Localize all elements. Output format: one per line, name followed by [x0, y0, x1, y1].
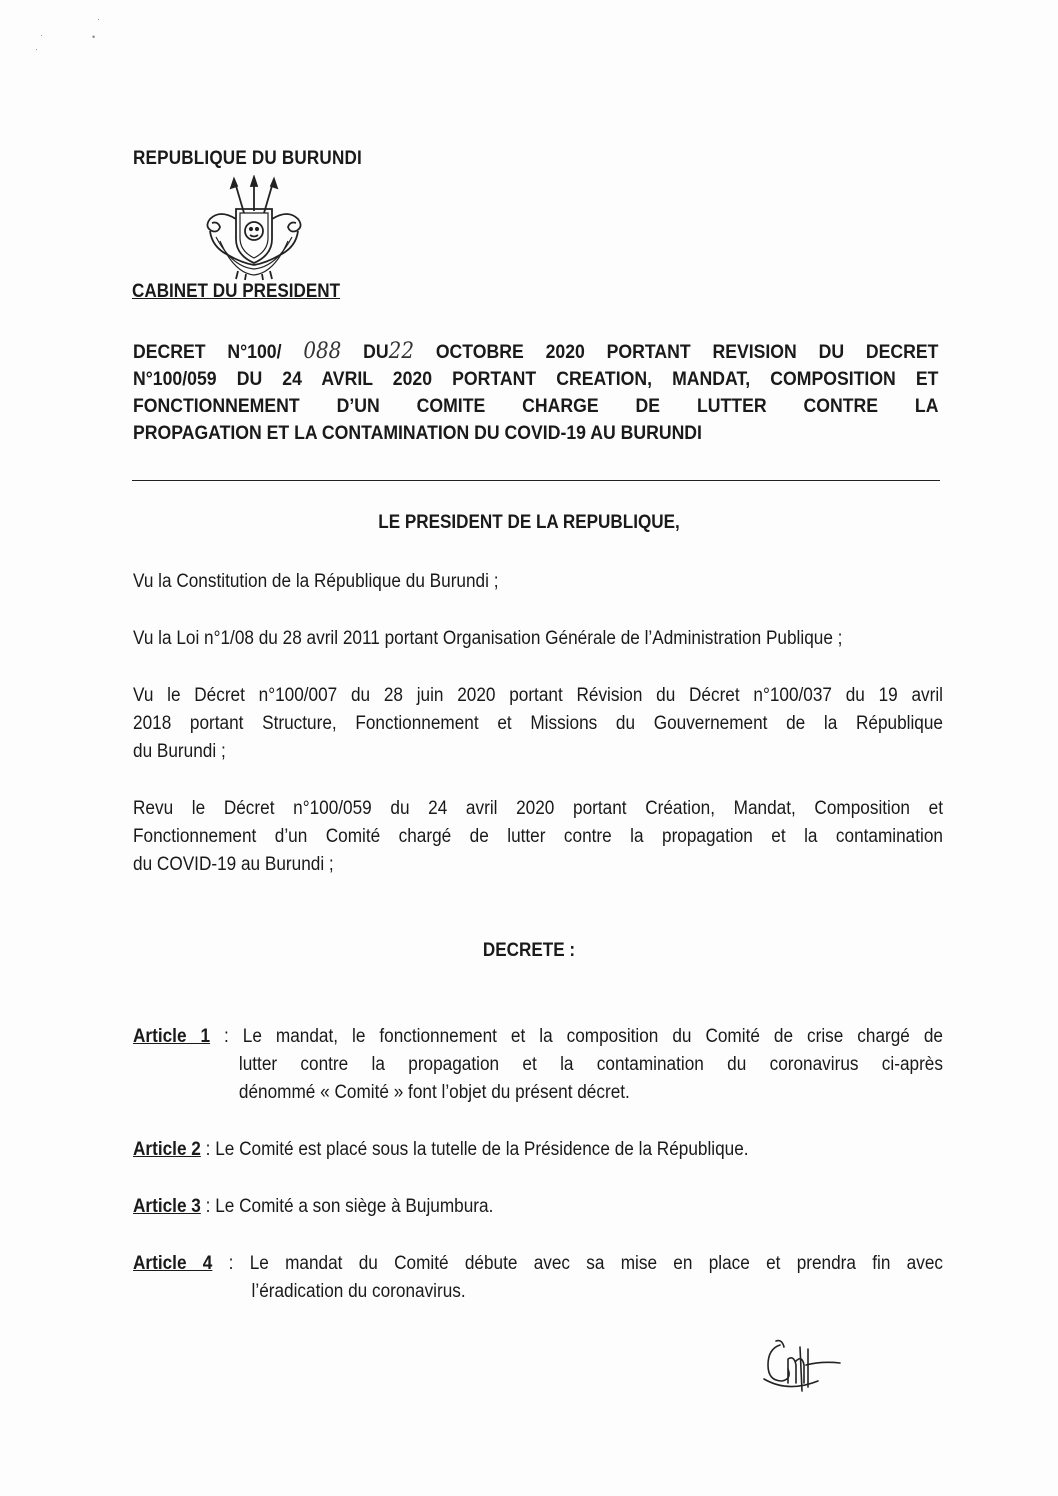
article-4-label: Article 4: [133, 1253, 213, 1274]
title-divider: [132, 480, 940, 481]
vu-constitution-text: Vu la Constitution de la République du Burundi ;: [133, 571, 499, 592]
article-2: [133, 1136, 943, 1164]
revu-decret: [133, 795, 943, 879]
vu-decret: [133, 682, 943, 766]
article-3-label: Article 3: [133, 1196, 201, 1217]
country-heading: REPUBLIQUE DU BURUNDI: [133, 148, 362, 169]
article-3: [133, 1193, 943, 1221]
burundi-coat-of-arms-icon: [198, 175, 310, 281]
article-1-line-2: lutter contre la propagation et la contamination du coronavirus ci-après: [238, 1054, 943, 1075]
article-2-label: Article 2: [133, 1139, 201, 1160]
article-1-label: Article 1: [133, 1026, 211, 1047]
article-4-line-1: Le mandat du Comité débute avec sa mise en place et prendra fin avec: [249, 1253, 943, 1274]
vu-loi-text: Vu la Loi n°1/08 du 28 avril 2011 portant Organisation Générale de l’Administration Publique ;: [133, 628, 843, 649]
article-1-sep: :: [210, 1026, 243, 1047]
handwritten-day: 22: [388, 339, 415, 364]
article-1-line-1: Le mandat, le fonctionnement et la composition du Comité de crise chargé de: [242, 1026, 943, 1047]
revu-decret-line-2: Fonctionnement d’un Comité chargé de lutter contre la propagation et la contamination: [133, 826, 943, 847]
handwritten-decree-number: 088: [303, 339, 342, 364]
article-2-sep: :: [200, 1139, 216, 1160]
revu-decret-line-1: Revu le Décret n°100/059 du 24 avril 2020 portant Création, Mandat, Composition et: [133, 798, 943, 819]
decree-title-rest: OCTOBRE 2020 PORTANT REVISION DU DECRET: [435, 341, 939, 363]
president-heading: LE PRESIDENT DE LA REPUBLIQUE,: [378, 512, 680, 533]
decree-title-line-2: N°100/059 DU 24 AVRIL 2020 PORTANT CREATION, MANDAT, COMPOSITION ET: [133, 368, 939, 390]
vu-decret-line-2: 2018 portant Structure, Fonctionnement et Missions du Gouvernement de la République: [133, 713, 943, 734]
cabinet-heading: CABINET DU PRESIDENT: [132, 281, 341, 302]
article-1: [133, 1023, 943, 1107]
decree-title-line-3: FONCTIONNEMENT D’UN COMITE CHARGE DE LUTTER CONTRE LA: [133, 395, 939, 417]
vu-loi: [133, 625, 943, 653]
article-2-line-1: Le Comité est placé sous la tutelle de la Présidence de la République.: [215, 1139, 749, 1160]
vu-decret-line-3: du Burundi ;: [133, 741, 226, 762]
article-3-sep: :: [200, 1196, 216, 1217]
decree-number-prefix: DECRET N°100/: [133, 341, 282, 363]
vu-decret-line-1: Vu le Décret n°100/007 du 28 juin 2020 portant Révision du Décret n°100/037 du 19 avril: [133, 685, 943, 706]
article-1-line-3: dénommé « Comité » font l’objet du présent décret.: [238, 1082, 630, 1103]
article-4-sep: :: [212, 1253, 250, 1274]
revu-decret-line-3: du COVID-19 au Burundi ;: [133, 854, 334, 875]
decrete-heading: DECRETE :: [482, 940, 576, 961]
article-3-line-1: Le Comité a son siège à Bujumbura.: [215, 1196, 494, 1217]
decree-title: [133, 338, 938, 447]
decree-title-line-1: [133, 338, 938, 366]
decree-title-line-4: PROPAGATION ET LA CONTAMINATION DU COVID-19 AU BURUNDI: [133, 422, 702, 444]
article-4: [133, 1250, 943, 1306]
document-page: · · • · REPUBLIQUE DU BURUNDI CABINET DU PRESIDENT DECRET N°100/ 088 DU22 OCTOBRE 2020 PORTANT REVISION DU DECRET N°100/059 DU 24 AVRIL 2020 PORTANT CREATION, MANDAT, COMPOSITION ET FONCTIONNEMENT D’UN COMITE CHARGE DE LUTTER CONTRE LA PROPAGATION ET LA CONTAMINATION DU COVID-19 AU BURUNDI LE PRESIDENT DE LA REPUBLIQUE, Vu la Constitution de la République du Burundi ; Vu la Loi n°1/08 du 28 avril 2011 portant Organisation Générale de l’Administration Publique ; Vu le Décret n°100/007 du 28 juin 2020 portant Révision du Décret n°100/037 du 19 avril 2018 portant Structure, Fonctionnement et Missions du Gouvernement de la République du Burundi ; Revu le Décret n°100/059 du 24 avril 2020 portant Création, Mandat, Composition et Fonctionnement d’un Comité chargé de lutter contre la propagation et la contamination du COVID-19 au Burundi ; DECRETE : Article 1 : Le mandat, le fonctionnement et la composition du Comité de crise chargé de lutter contre la propagation et la contamination du coronavirus ci-après dénommé « Comité » font l’objet du présent décret. Article 2 : Le Comité est placé sous la tutelle de la Présidence de la République. Article 3 : Le Comité a son siège à Bujumbura. Article 4 : Le mandat du Comité débute avec sa mise en place et prendra fin avec l’éradication du coronavirus.: [0, 0, 1058, 1496]
article-4-line-2: l’éradication du coronavirus.: [251, 1281, 466, 1302]
decree-du-label: DU: [363, 341, 389, 363]
vu-constitution: [133, 568, 943, 596]
handwritten-initials-icon: [758, 1335, 844, 1397]
